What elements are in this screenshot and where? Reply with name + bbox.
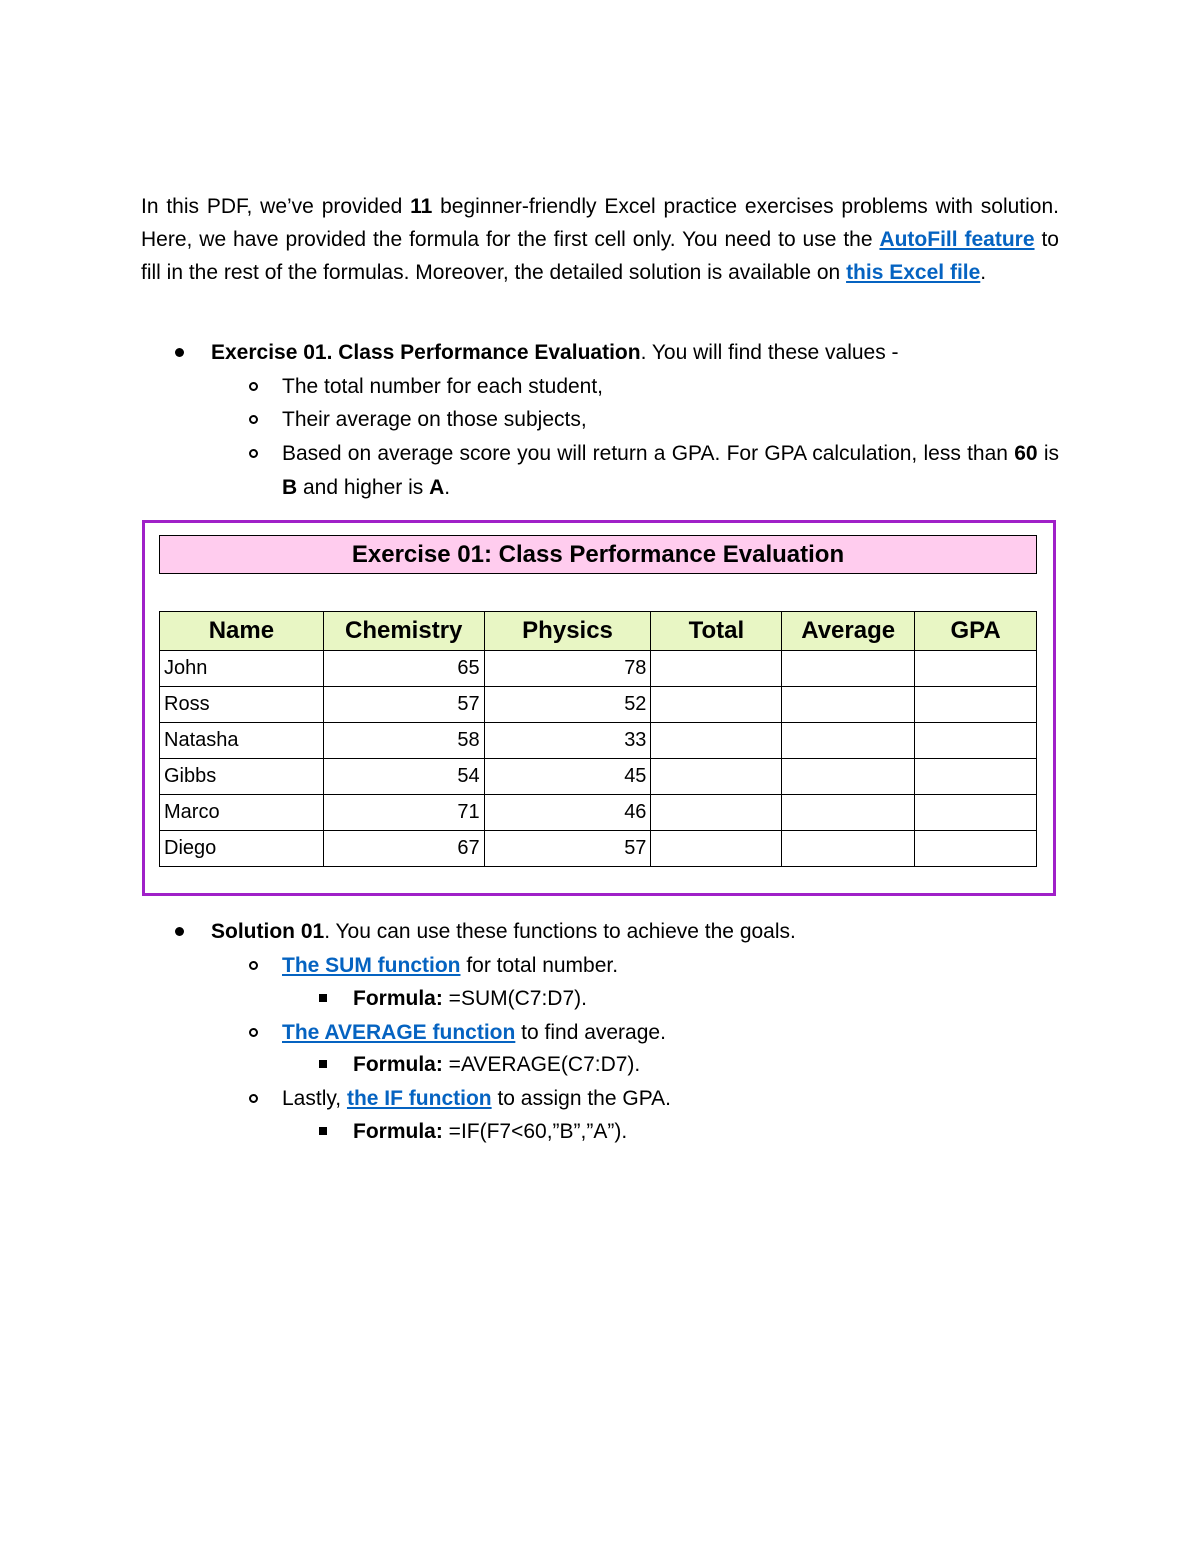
average-function-link[interactable]: The AVERAGE function xyxy=(282,1021,516,1044)
cell-total xyxy=(651,759,782,795)
hollow-bullet-icon xyxy=(249,1094,258,1103)
table-row xyxy=(160,759,1037,795)
header-name: Name xyxy=(160,612,324,651)
solution-heading xyxy=(211,915,796,948)
average-formula-text: =AVERAGE(C7:D7). xyxy=(442,1053,641,1076)
header-physics: Physics xyxy=(484,612,651,651)
formula-label: Formula: xyxy=(353,987,443,1010)
cell-gpa xyxy=(915,795,1037,831)
average-formula xyxy=(353,1048,640,1081)
solution-sum-item xyxy=(282,949,618,982)
intro-text-2: beginner-friendly Excel practice exercises problems with solution. Here, we have provided the formula for the first cell only. You need to use the xyxy=(141,195,1059,251)
cell-gpa xyxy=(915,831,1037,867)
cell-average xyxy=(782,723,915,759)
table-row xyxy=(160,831,1037,867)
gpa-text-mid: and higher is xyxy=(297,476,430,499)
cell-average xyxy=(782,831,915,867)
sum-formula xyxy=(353,982,587,1015)
exercise-heading-title: Exercise 01. Class Performance Evaluation xyxy=(211,341,641,364)
exercise-heading xyxy=(211,336,899,369)
hollow-bullet-icon xyxy=(249,415,258,424)
sum-formula-text: =SUM(C7:D7). xyxy=(442,987,587,1010)
solution-average-item xyxy=(282,1016,666,1049)
formula-label: Formula: xyxy=(353,1053,443,1076)
cell-physics: 52 xyxy=(484,687,651,723)
cell-gpa xyxy=(915,687,1037,723)
exercise-item-average: Their average on those subjects, xyxy=(282,408,587,431)
cell-name: Natasha xyxy=(160,723,324,759)
exercise-count: 11 xyxy=(410,195,433,218)
sum-function-link[interactable]: The SUM function xyxy=(282,954,461,977)
if-formula-text: =IF(F7<60,”B”,”A”). xyxy=(442,1120,628,1143)
exercise-item-gpa-line1 xyxy=(282,437,1059,470)
cell-name: Marco xyxy=(160,795,324,831)
intro-paragraph xyxy=(141,190,1059,289)
if-tail-text: to assign the GPA. xyxy=(491,1087,671,1110)
exercise-item-gpa-line2 xyxy=(282,471,450,504)
formula-label: Formula: xyxy=(353,1120,443,1143)
gpa-grade-b: B xyxy=(282,476,298,499)
intro-text-1: In this PDF, we’ve provided xyxy=(141,195,411,218)
sum-tail-text: for total number. xyxy=(460,954,619,977)
cell-gpa xyxy=(915,723,1037,759)
solution-heading-tail: . You can use these functions to achieve the goals. xyxy=(324,920,796,943)
if-function-link[interactable]: the IF function xyxy=(346,1087,492,1110)
header-gpa: GPA xyxy=(915,612,1037,651)
table-header-row xyxy=(160,612,1037,651)
cell-physics: 46 xyxy=(484,795,651,831)
performance-table xyxy=(159,611,1037,867)
if-lead-text: Lastly, xyxy=(282,1087,347,1110)
cell-gpa xyxy=(915,651,1037,687)
hollow-bullet-icon xyxy=(249,961,258,970)
bullet-dot-icon xyxy=(175,348,184,357)
square-bullet-icon xyxy=(319,994,327,1002)
cell-average xyxy=(782,651,915,687)
cell-physics: 57 xyxy=(484,831,651,867)
table-row xyxy=(160,687,1037,723)
gpa-text-end: . xyxy=(444,476,451,499)
cell-chemistry: 54 xyxy=(323,759,484,795)
cell-total xyxy=(651,723,782,759)
exercise-item-total: The total number for each student, xyxy=(282,375,604,398)
intro-text-3: to fill in the rest of the formulas. Moreover, the detailed solution is available on xyxy=(141,228,1059,284)
cell-average xyxy=(782,759,915,795)
average-tail-text: to find average. xyxy=(515,1021,666,1044)
cell-chemistry: 67 xyxy=(323,831,484,867)
cell-chemistry: 58 xyxy=(323,723,484,759)
square-bullet-icon xyxy=(319,1127,327,1135)
hollow-bullet-icon xyxy=(249,1028,258,1037)
header-average: Average xyxy=(782,612,915,651)
exercise-heading-tail: . You will find these values - xyxy=(640,341,899,364)
autofill-feature-link[interactable]: AutoFill feature xyxy=(879,228,1035,251)
excel-file-link[interactable]: this Excel file xyxy=(846,261,981,284)
table-row xyxy=(160,795,1037,831)
cell-physics: 78 xyxy=(484,651,651,687)
cell-chemistry: 65 xyxy=(323,651,484,687)
gpa-grade-a: A xyxy=(429,476,445,499)
solution-heading-title: Solution 01 xyxy=(211,920,325,943)
cell-chemistry: 57 xyxy=(323,687,484,723)
table-row xyxy=(160,651,1037,687)
cell-name: Gibbs xyxy=(160,759,324,795)
if-formula xyxy=(353,1115,627,1148)
cell-gpa xyxy=(915,759,1037,795)
hollow-bullet-icon xyxy=(249,382,258,391)
gpa-text-b: is xyxy=(1037,442,1060,465)
cell-average xyxy=(782,687,915,723)
table-row xyxy=(160,723,1037,759)
intro-text-4: . xyxy=(980,261,987,284)
cell-total xyxy=(651,651,782,687)
cell-physics: 45 xyxy=(484,759,651,795)
cell-total xyxy=(651,687,782,723)
gpa-text-a: Based on average score you will return a GPA. For GPA calculation, less than xyxy=(282,442,1015,465)
hollow-bullet-icon xyxy=(249,449,258,458)
cell-name: John xyxy=(160,651,324,687)
square-bullet-icon xyxy=(319,1060,327,1068)
header-total: Total xyxy=(651,612,782,651)
cell-physics: 33 xyxy=(484,723,651,759)
cell-total xyxy=(651,831,782,867)
header-chemistry: Chemistry xyxy=(323,612,484,651)
solution-if-item xyxy=(282,1082,671,1115)
bullet-dot-icon xyxy=(175,927,184,936)
cell-name: Diego xyxy=(160,831,324,867)
cell-total xyxy=(651,795,782,831)
cell-name: Ross xyxy=(160,687,324,723)
gpa-threshold: 60 xyxy=(1014,442,1038,465)
cell-average xyxy=(782,795,915,831)
cell-chemistry: 71 xyxy=(323,795,484,831)
table-title: Exercise 01: Class Performance Evaluation xyxy=(159,535,1037,574)
